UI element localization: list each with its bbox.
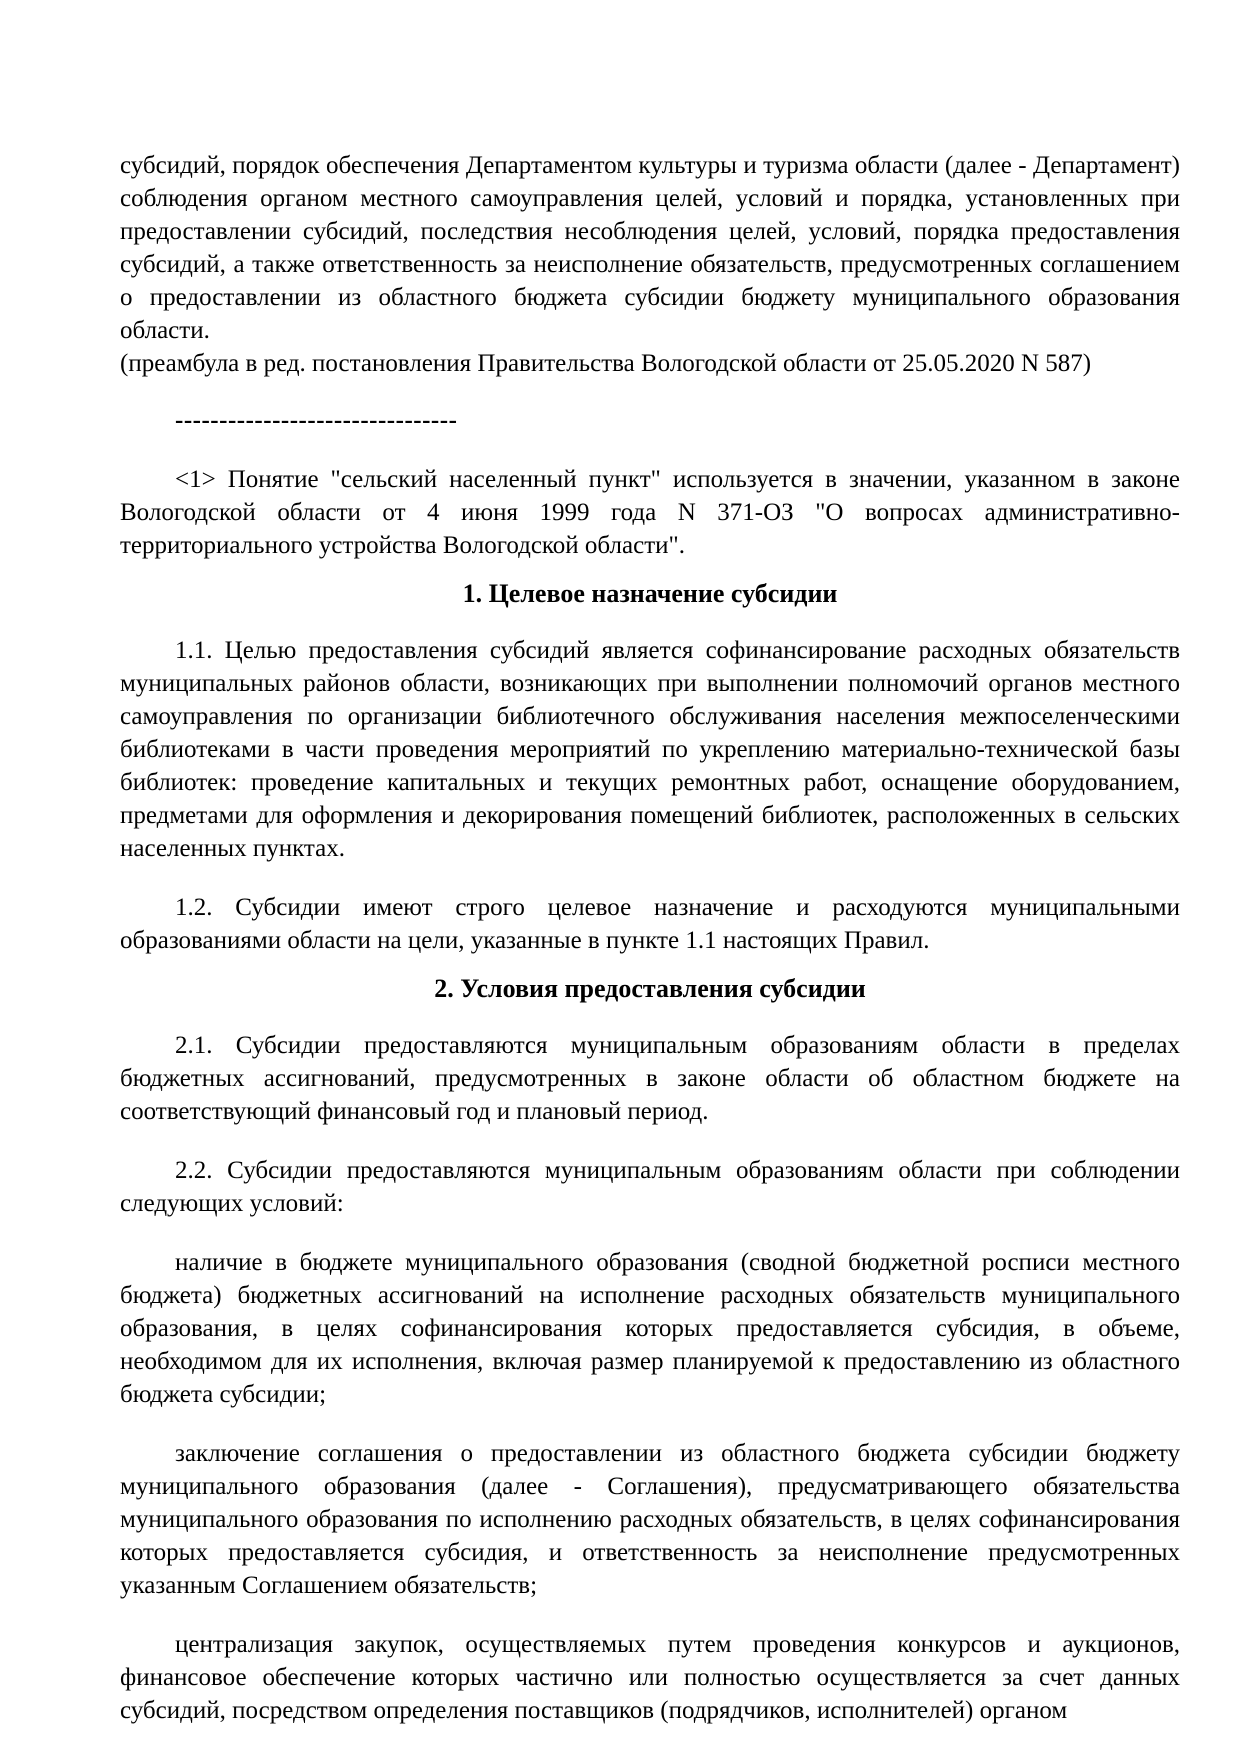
paragraph: централизация закупок, осуществляемых путем проведения конкурсов и аукционов, финансовое обеспечение которых частично или полностью осуществляется за счет данных субсидий, посредством определения поставщиков (подрядчиков, исполнителей) органом [120, 1631, 1180, 1724]
paragraph-continuation: субсидий, порядок обеспечения Департаментом культуры и туризма области (далее - Департамент) соблюдения органом местного самоуправления целей, условий и порядка, установленных при предоставлении субсидий, последствия несоблюдения целей, условий, порядка предоставления субсидий, а также ответственность за неисполнение обязательств, предусмотренных соглашением о предоставлении из областного бюджета субсидии бюджету муниципального образования области. [120, 152, 1180, 344]
section-heading: 1. Целевое назначение субсидии [462, 579, 838, 608]
paragraph: 2.2. Субсидии предоставляются муниципальным образованиям области при соблюдении следующих условий: [120, 1157, 1180, 1217]
paragraph: заключение соглашения о предоставлении из областного бюджета субсидии бюджету муниципального образования (далее - Соглашения), предусматривающего обязательства муниципального образования по исполнению расходных обязательств, в целях софинансирования которых предоставляется субсидия, и ответственность за неисполнение предусмотренных указанным Соглашением обязательств; [120, 1440, 1180, 1599]
paragraph: наличие в бюджете муниципального образования (сводной бюджетной росписи местного бюджета) бюджетных ассигнований на исполнение расходных обязательств муниципального образования, в целях софинансирования которых предоставляется субсидия, в объеме, необходимом для их исполнения, включая размер планируемой к предоставлению из областного бюджета субсидии; [120, 1249, 1180, 1408]
footnote-separator: -------------------------------- [175, 407, 458, 434]
edit-note: (преамбула в ред. постановления Правительства Вологодской области от 25.05.2020 N 587) [120, 350, 1092, 377]
footnote: <1> Понятие "сельский населенный пункт" используется в значении, указанном в законе Вологодской области от 4 июня 1999 года N 371-ОЗ "О вопросах административно-территориального устройства Вологодской области". [120, 466, 1180, 559]
paragraph: 1.1. Целью предоставления субсидий является софинансирование расходных обязательств муниципальных районов области, возникающих при выполнении полномочий органов местного самоуправления по организации библиотечного обслуживания населения межпоселенческими библиотеками в части проведения мероприятий по укреплению материально-технической базы библиотек: проведение капитальных и текущих ремонтных работ, оснащение оборудованием, предметами для оформления и декорирования помещений библиотек, расположенных в сельских населенных пунктах. [120, 637, 1180, 862]
paragraph: 1.2. Субсидии имеют строго целевое назначение и расходуются муниципальными образованиями области на цели, указанные в пункте 1.1 настоящих Правил. [120, 894, 1180, 954]
section-heading: 2. Условия предоставления субсидии [434, 974, 866, 1003]
document-body [120, 149, 1180, 1727]
paragraph: 2.1. Субсидии предоставляются муниципальным образованиям области в пределах бюджетных ассигнований, предусмотренных в законе области об областном бюджете на соответствующий финансовый год и плановый период. [120, 1032, 1180, 1125]
